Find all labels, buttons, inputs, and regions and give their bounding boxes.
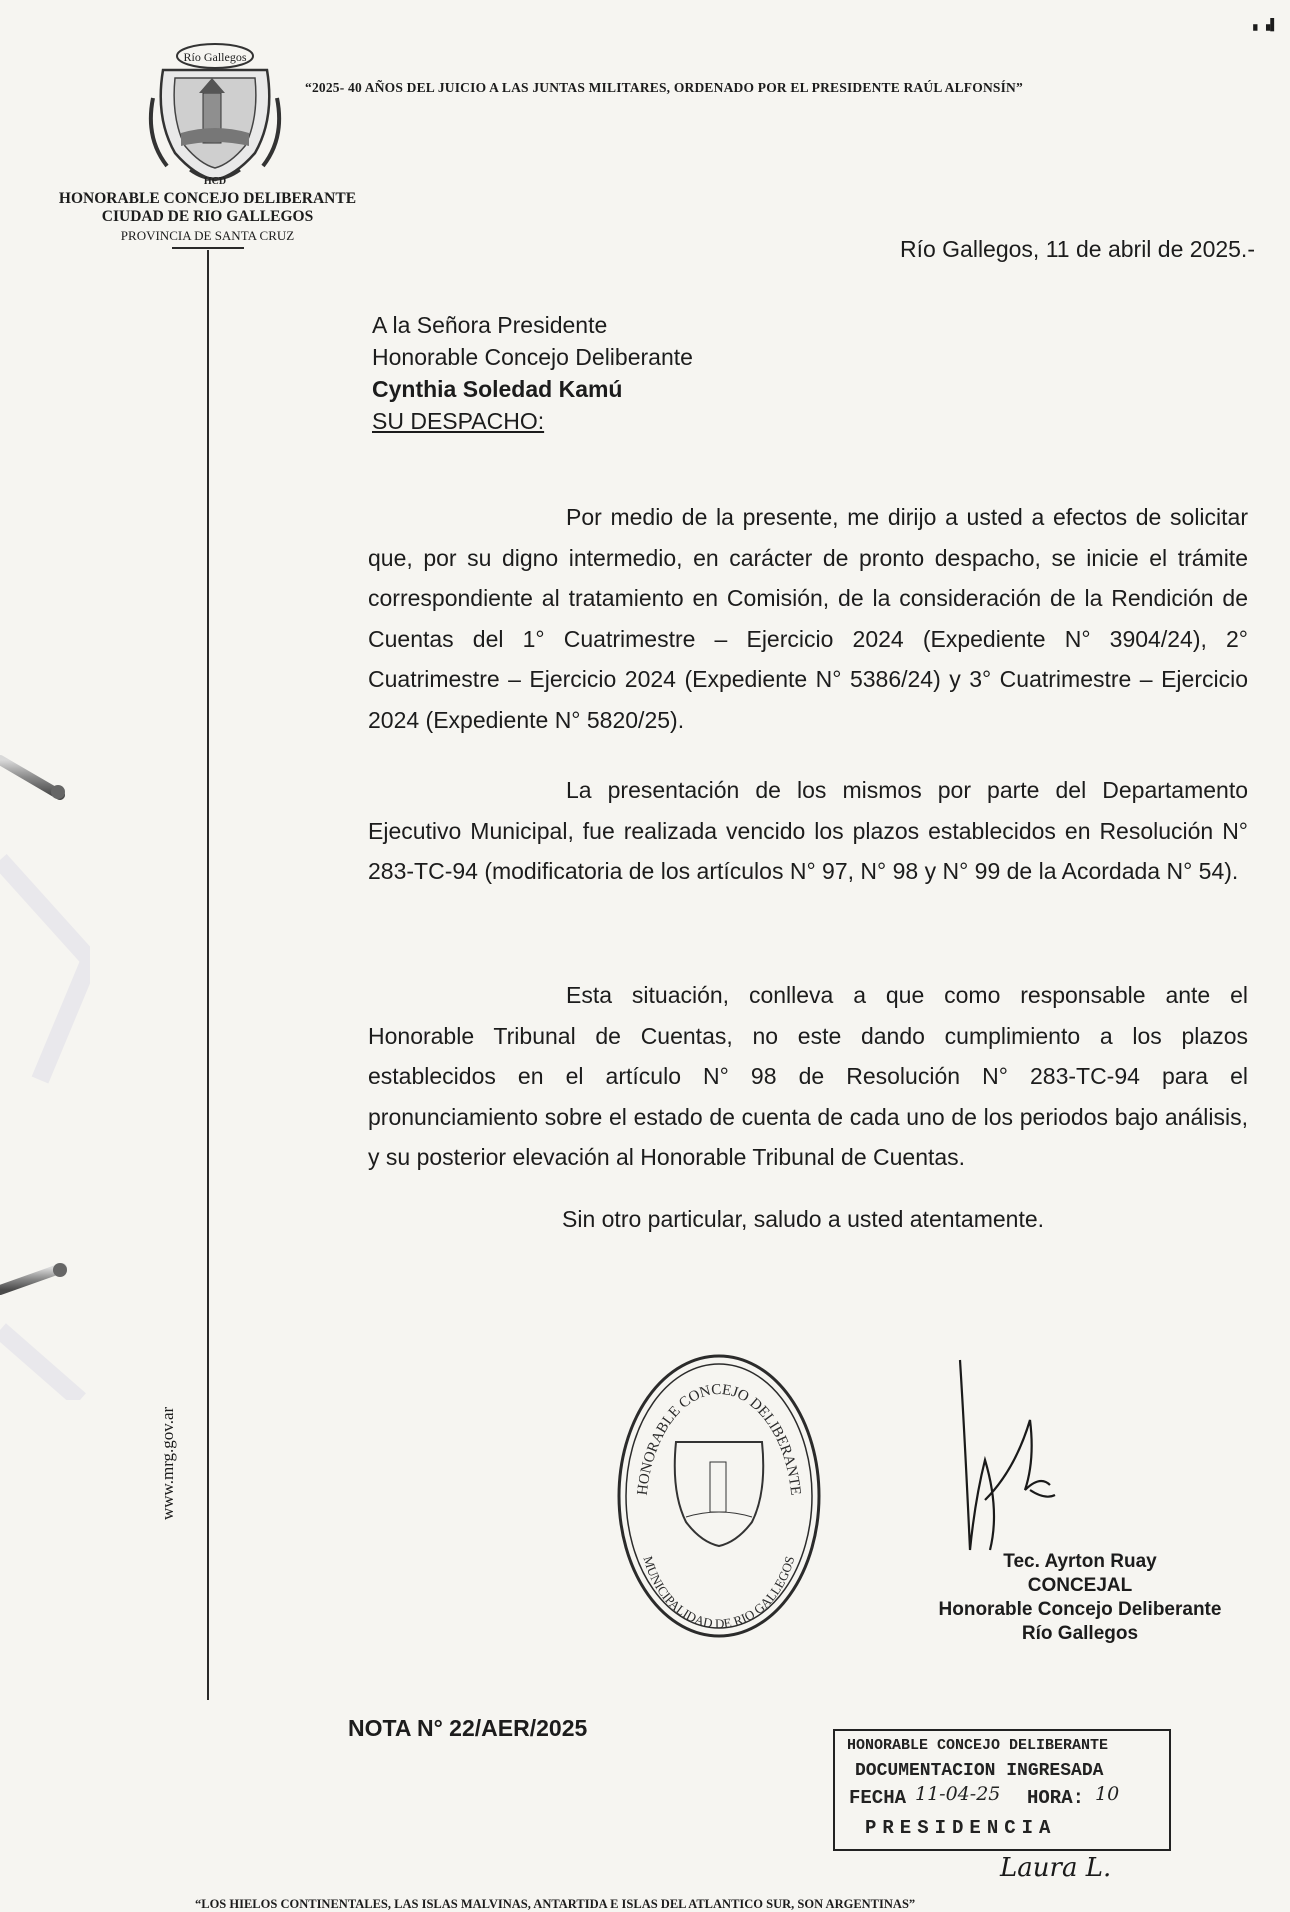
addressee-office: SU DESPACHO: bbox=[372, 408, 545, 434]
city-crest-icon bbox=[145, 38, 285, 188]
stamp-line1: HONORABLE CONCEJO DELIBERANTE bbox=[847, 1737, 1109, 1754]
stamp-line2: DOCUMENTACION INGRESADA bbox=[855, 1761, 1104, 1781]
footer-motto: “LOS HIELOS CONTINENTALES, LAS ISLAS MALVINAS, ANTARTIDA E ISLAS DEL ATLANTICO SUR, SON ARGENTINAS” bbox=[195, 1897, 916, 1911]
stamp-line4: PRESIDENCIA bbox=[865, 1817, 1057, 1839]
stamp-hora-label: HORA: bbox=[1027, 1787, 1085, 1809]
official-seal-icon bbox=[616, 1352, 822, 1640]
signer-name: Tec. Ayrton Ruay bbox=[1003, 1551, 1157, 1572]
header-motto: “2025- 40 AÑOS DEL JUICIO A LAS JUNTAS MILITARES, ORDENADO POR EL PRESIDENTE RAÚL ALFONSÍN” bbox=[305, 80, 1023, 95]
addressee-line1: A la Señora Presidente bbox=[372, 312, 608, 338]
stamp-fecha-label: FECHA bbox=[849, 1787, 907, 1809]
addressee-block bbox=[372, 309, 693, 437]
svg-text:HONORABLE CONCEJO DELIBERANTE: HONORABLE CONCEJO DELIBERANTE bbox=[634, 1381, 804, 1497]
paragraph-2: La presentación de los mismos por parte del Departamento Ejecutivo Municipal, fue realizada vencido los plazos establecidos en Resolución N° 283-TC-94 (modificatoria de los artículos N° 97, N° 98 y N° 99 de la Acordada N° 54). bbox=[368, 777, 1248, 884]
svg-text:Río Gallegos: Río Gallegos bbox=[183, 50, 247, 64]
institution-name: HONORABLE CONCEJO DELIBERANTE bbox=[58, 190, 357, 207]
margin-line bbox=[207, 250, 209, 1700]
institution-province: PROVINCIA DE SANTA CRUZ bbox=[120, 228, 295, 243]
closing-line: Sin otro particular, saludo a usted atentamente. bbox=[562, 1206, 1045, 1232]
stamp-handwritten-initials: Laura L. bbox=[1000, 1853, 1112, 1883]
addressee-line2: Honorable Concejo Deliberante bbox=[372, 344, 693, 370]
institution-city: CIUDAD DE RIO GALLEGOS bbox=[101, 208, 314, 225]
handwritten-signature bbox=[930, 1350, 1080, 1570]
signer-body: Honorable Concejo Deliberante bbox=[938, 1599, 1222, 1620]
paragraph-1: Por medio de la presente, me dirijo a usted a efectos de solicitar que, por su digno intermedio, en carácter de pronto despacho, se inicie el trámite correspondiente al tratamiento en Comisión, de la consideración de la Rendición de Cuentas del 1° Cuatrimestre – Ejercicio 2024 (Expediente N° 3904/24), 2° Cuatrimestre – Ejercicio 2024 (Expediente N° 5386/24) y 3° Cuatrimestre – Ejercicio 2024 (Expediente N° 5820/25). bbox=[368, 504, 1248, 733]
stamp-hora-value: 10 bbox=[1095, 1783, 1120, 1805]
received-stamp bbox=[833, 1729, 1171, 1851]
paragraph-3: Esta situación, conlleva a que como responsable ante el Honorable Tribunal de Cuentas, no este dando cumplimiento a los plazos establecidos en el artículo N° 98 de Resolución N° 283-TC-94 para el pronunciamiento sobre el estado de cuenta de cada uno de los periodos bajo análisis, y su posterior elevación al Honorable Tribunal de Cuentas. bbox=[368, 982, 1248, 1170]
svg-text:MUNICIPALIDAD DE RIO GALLEGOS: MUNICIPALIDAD DE RIO GALLEGOS bbox=[640, 1554, 798, 1632]
margin-tick bbox=[172, 247, 244, 249]
letter-date: Río Gallegos, 11 de abril de 2025.- bbox=[899, 236, 1255, 262]
signer-role: CONCEJAL bbox=[1027, 1575, 1133, 1596]
website-url: www.mrg.gov.ar bbox=[158, 1406, 177, 1520]
note-number: NOTA N° 22/AER/2025 bbox=[348, 1715, 588, 1741]
signature-block bbox=[880, 1550, 1280, 1646]
svg-text:HCD: HCD bbox=[203, 176, 227, 187]
addressee-name: Cynthia Soledad Kamú bbox=[372, 376, 623, 402]
stamp-fecha-value: 11-04-25 bbox=[915, 1783, 1001, 1805]
corner-mark: ▖▗▌ bbox=[1253, 19, 1278, 31]
signer-city: Río Gallegos bbox=[1021, 1623, 1139, 1644]
